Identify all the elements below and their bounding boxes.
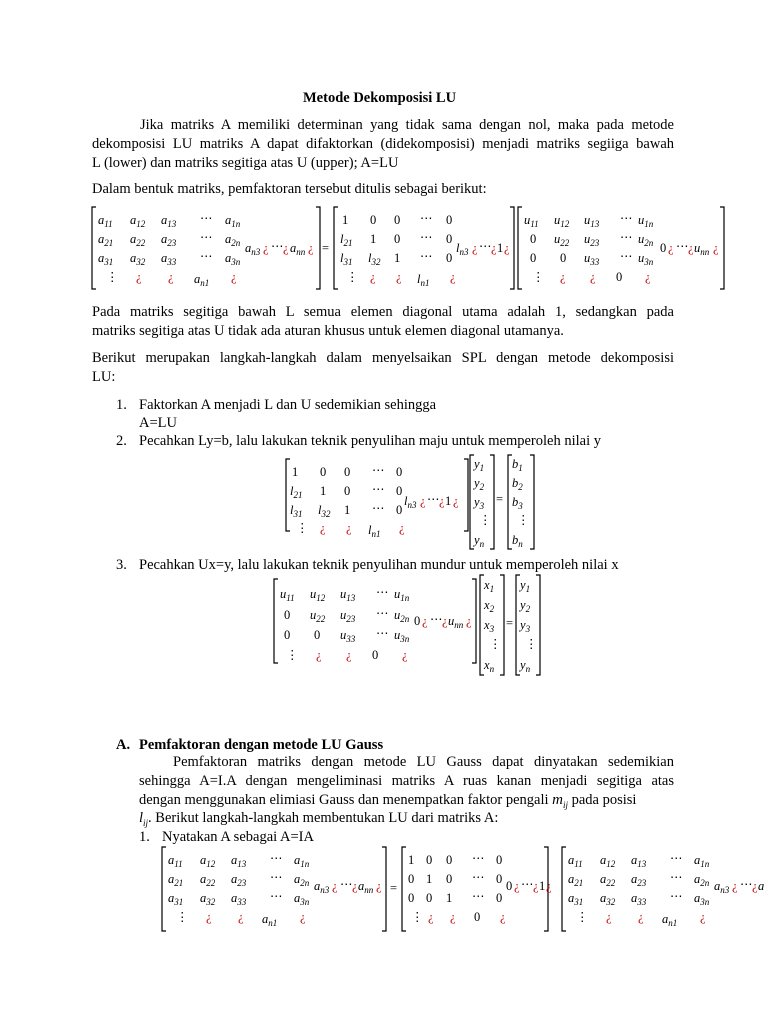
steps-intro-line-1: Berikut merupakan langkah-langkah dalam menyelsaikan SPL dengan metode dekomposisi: [92, 350, 674, 366]
svg-text:⋯: ⋯: [620, 211, 633, 225]
svg-text:unn: $u_{nn}$: [448, 614, 464, 630]
svg-text:⋯: ⋯: [427, 492, 440, 506]
svg-text:0: 0: [370, 213, 377, 227]
svg-text:0: 0: [446, 232, 453, 246]
svg-text:⋮: ⋮: [479, 513, 492, 527]
svg-text:⋯: ⋯: [670, 889, 683, 903]
lower-note-line-2: matriks segitiga atas U tidak ada aturan khusus untuk elemen diagonal utamanya.: [92, 323, 564, 339]
equation-a-lu: [90, 205, 730, 291]
svg-text:¿: ¿: [320, 521, 326, 535]
svg-text:0: 0: [446, 213, 453, 227]
svg-text:¿: ¿: [606, 910, 612, 924]
svg-text:u2n: $u_{2n}$: [638, 232, 654, 248]
svg-text:=: =: [496, 492, 504, 506]
svg-text:⋮: ⋮: [411, 910, 424, 924]
svg-text:u33: $u_{33}$: [340, 628, 356, 644]
svg-text:a12: $a_{12}$: [200, 853, 216, 869]
equation-ly-b: [284, 453, 544, 551]
svg-text:⋯: ⋯: [472, 870, 485, 884]
svg-text:¿: ¿: [422, 614, 428, 628]
svg-text:x3: $x_3$: [484, 618, 495, 634]
svg-text:an1: $a_{n1}$: [262, 912, 278, 928]
svg-text:¿: ¿: [514, 879, 520, 893]
svg-text:¿: ¿: [668, 241, 674, 255]
svg-text:a2n: $a_{2n}$: [294, 872, 310, 888]
svg-text:a21: $a_{21}$: [98, 232, 114, 248]
svg-text:⋯: ⋯: [376, 606, 389, 620]
svg-text:ln1: $l_{n1}$: [417, 272, 430, 288]
step-3-number: 3.: [116, 557, 127, 573]
svg-text:y2: $y_2$: [474, 476, 485, 492]
svg-text:⋮: ⋮: [286, 648, 299, 662]
svg-text:a32: $a_{32}$: [600, 891, 616, 907]
svg-text:a3n: $a_{3n}$: [294, 891, 310, 907]
svg-text:¿: ¿: [533, 879, 539, 893]
svg-text:¿: ¿: [346, 648, 352, 662]
svg-text:a22: $a_{22}$: [200, 872, 216, 888]
svg-text:l31: $l_{31}$: [340, 251, 353, 267]
svg-text:a32: $a_{32}$: [200, 891, 216, 907]
l-ij-symbol: $l_{ij}$: [139, 810, 149, 828]
svg-text:¿: ¿: [442, 614, 448, 628]
svg-text:¿: ¿: [546, 879, 552, 893]
svg-text:0: 0: [320, 465, 327, 479]
svg-text:⋮: ⋮: [517, 513, 530, 527]
svg-text:¿: ¿: [136, 270, 142, 284]
svg-text:a1n: $a_{1n}$: [294, 853, 310, 869]
svg-text:y2: $y_2$: [520, 598, 531, 614]
svg-text:an1: $a_{n1}$: [662, 912, 678, 928]
equation-ux-y: [272, 573, 552, 677]
svg-text:l21: $l_{21}$: [290, 484, 303, 500]
svg-text:0: 0: [496, 891, 503, 905]
section-a-line-4: [139, 809, 498, 829]
svg-text:1: 1: [426, 872, 433, 886]
svg-text:y3: $y_3$: [474, 495, 485, 511]
svg-text:¿: ¿: [491, 241, 497, 255]
svg-text:⋯: ⋯: [521, 877, 534, 891]
cdots: ⋯: [200, 211, 213, 225]
svg-text:a2n: $a_{2n}$: [225, 232, 241, 248]
svg-text:u13: $u_{13}$: [584, 213, 600, 229]
svg-text:y1: $y_1$: [474, 457, 485, 473]
svg-text:bn: $b_n$: [512, 533, 523, 549]
svg-text:¿: ¿: [466, 614, 472, 628]
svg-text:1: 1: [344, 503, 351, 517]
svg-text:⋮: ⋮: [106, 270, 119, 284]
svg-text:a21: $a_{21}$: [168, 872, 184, 888]
svg-text:u22: $u_{22}$: [554, 232, 570, 248]
svg-text:0: 0: [396, 465, 403, 479]
svg-text:a31: $a_{31}$: [568, 891, 584, 907]
svg-text:¿: ¿: [332, 879, 338, 893]
section-a-line-1: Pemfaktoran matriks dengan metode LU Gauss dapat dinyatakan sedemikian: [173, 754, 674, 770]
svg-text:⋮: ⋮: [489, 637, 502, 651]
svg-text:¿: ¿: [439, 494, 445, 508]
svg-text:⋯: ⋯: [420, 249, 433, 263]
svg-text:¿: ¿: [352, 879, 358, 893]
svg-text:0: 0: [560, 251, 567, 265]
svg-text:⋯: ⋯: [676, 239, 689, 253]
svg-text:¿: ¿: [346, 521, 352, 535]
svg-text:⋮: ⋮: [346, 270, 359, 284]
svg-text:u1n: $u_{1n}$: [394, 587, 410, 603]
svg-text:u33: $u_{33}$: [584, 251, 600, 267]
svg-text:¿: ¿: [370, 270, 376, 284]
section-a-line-3-text: dengan menggunakan elimiasi Gauss dan menempatkan faktor pengali: [139, 792, 549, 808]
svg-text:u12: $u_{12}$: [310, 587, 326, 603]
svg-text:0: 0: [530, 232, 537, 246]
svg-text:u11: $u_{11}$: [524, 213, 539, 229]
svg-text:a32: $a_{32}$: [130, 251, 146, 267]
svg-text:⋮: ⋮: [576, 910, 589, 924]
svg-text:u23: $u_{23}$: [584, 232, 600, 248]
svg-text:¿: ¿: [308, 241, 314, 255]
svg-text:0: 0: [284, 608, 291, 622]
svg-text:u3n: $u_{3n}$: [394, 628, 410, 644]
svg-text:¿: ¿: [376, 879, 382, 893]
svg-text:¿: ¿: [168, 270, 174, 284]
svg-text:¿: ¿: [453, 494, 459, 508]
svg-text:a1n: $a_{1n}$: [694, 853, 710, 869]
section-a-step-1-number: 1.: [139, 829, 150, 845]
svg-text:0: 0: [314, 628, 321, 642]
svg-text:ann: $a_{nn}$: [358, 879, 374, 895]
svg-text:l31: $l_{31}$: [290, 503, 303, 519]
svg-text:a13: $a_{13}$: [231, 853, 247, 869]
svg-text:⋯: ⋯: [200, 249, 213, 263]
svg-text:0: 0: [496, 872, 503, 886]
svg-text:⋯: ⋯: [270, 870, 283, 884]
svg-text:1: 1: [320, 484, 327, 498]
equation-a-ia: [160, 843, 768, 935]
svg-text:¿: ¿: [283, 241, 289, 255]
svg-text:⋯: ⋯: [420, 230, 433, 244]
svg-text:a33: $a_{33}$: [231, 891, 247, 907]
svg-text:l21: $l_{21}$: [340, 232, 353, 248]
svg-text:a31: $a_{31}$: [98, 251, 114, 267]
section-a-label: A.: [116, 737, 131, 753]
svg-text:0: 0: [616, 270, 623, 284]
svg-text:¿: ¿: [700, 910, 706, 924]
svg-text:yn: $y_n$: [520, 658, 531, 674]
svg-text:⋯: ⋯: [472, 889, 485, 903]
svg-text:0: 0: [394, 232, 401, 246]
svg-text:¿: ¿: [399, 521, 405, 535]
svg-text:a12: $a_{12}$: [130, 213, 146, 229]
svg-text:¿: ¿: [752, 879, 758, 893]
svg-text:0: 0: [530, 251, 537, 265]
svg-text:⋯: ⋯: [270, 851, 283, 865]
svg-text:1: 1: [497, 241, 504, 255]
step-2-text: Pecahkan Ly=b, lalu lakukan teknik penyulihan maju untuk memperoleh nilai y: [139, 433, 601, 449]
svg-text:y3: $y_3$: [520, 618, 531, 634]
svg-text:1: 1: [446, 891, 453, 905]
svg-text:a23: $a_{23}$: [231, 872, 247, 888]
svg-text:an3: $a_{n3}$: [714, 879, 730, 895]
svg-text:¿: ¿: [238, 910, 244, 924]
svg-text:yn: $y_n$: [474, 533, 485, 549]
svg-text:¿: ¿: [645, 270, 651, 284]
svg-text:¿: ¿: [504, 241, 510, 255]
svg-text:an3: $a_{n3}$: [245, 241, 261, 257]
svg-text:⋮: ⋮: [532, 270, 545, 284]
svg-text:¿: ¿: [420, 494, 426, 508]
svg-text:a23: $a_{23}$: [631, 872, 647, 888]
svg-text:¿: ¿: [402, 648, 408, 662]
svg-text:⋯: ⋯: [372, 501, 385, 515]
svg-text:x1: $x_1$: [484, 578, 495, 594]
svg-text:u23: $u_{23}$: [340, 608, 356, 624]
svg-text:u13: $u_{13}$: [340, 587, 356, 603]
svg-text:an1: $a_{n1}$: [194, 272, 210, 288]
svg-text:ann: $a_{nn}$: [290, 241, 306, 257]
svg-text:⋯: ⋯: [372, 482, 385, 496]
svg-text:⋯: ⋯: [620, 249, 633, 263]
svg-text:a22: $a_{22}$: [600, 872, 616, 888]
svg-text:an3: $a_{n3}$: [314, 879, 330, 895]
svg-text:a: a: [758, 879, 765, 893]
svg-text:¿: ¿: [688, 241, 694, 255]
step-1-number: 1.: [116, 397, 127, 413]
section-a-line-3-tail: pada posisi: [571, 792, 637, 808]
lower-note-line-1: Pada matriks segitiga bawah L semua elemen diagonal utama adalah 1, sedangkan pada: [92, 304, 674, 320]
svg-text:a13: $a_{13}$: [161, 213, 177, 229]
svg-text:⋯: ⋯: [372, 463, 385, 477]
svg-text:0: 0: [474, 910, 481, 924]
svg-text:u3n: $u_{3n}$: [638, 251, 654, 267]
svg-text:¿: ¿: [450, 910, 456, 924]
svg-text:0: 0: [284, 628, 291, 642]
svg-text:0: 0: [396, 503, 403, 517]
svg-text:⋯: ⋯: [479, 239, 492, 253]
svg-text:a21: $a_{21}$: [568, 872, 584, 888]
svg-text:u2n: $u_{2n}$: [394, 608, 410, 624]
section-a-line-2: sehingga A=I.A dengan mengeliminasi matriks A ruas kanan menjadi segitiga atas: [139, 773, 674, 789]
svg-text:0: 0: [496, 853, 503, 867]
svg-text:=: =: [506, 616, 514, 630]
svg-text:¿: ¿: [590, 270, 596, 284]
svg-text:¿: ¿: [206, 910, 212, 924]
svg-text:=: =: [322, 241, 330, 255]
svg-text:0: 0: [446, 251, 453, 265]
svg-text:u1n: $u_{1n}$: [638, 213, 654, 229]
svg-text:1: 1: [292, 465, 299, 479]
steps-intro-line-2: LU:: [92, 369, 116, 385]
svg-text:a12: $a_{12}$: [600, 853, 616, 869]
svg-text:¿: ¿: [713, 241, 719, 255]
intro-line-2: dekomposisi LU matriks A dapat difaktorkan (didekomposisi) menjadi matriks segiiga bawah: [92, 136, 674, 152]
svg-text:0: 0: [660, 241, 667, 255]
svg-text:0: 0: [344, 465, 351, 479]
svg-text:0: 0: [446, 853, 453, 867]
svg-text:a3n: $a_{3n}$: [694, 891, 710, 907]
svg-text:⋯: ⋯: [376, 626, 389, 640]
svg-text:0: 0: [506, 879, 513, 893]
svg-text:1: 1: [539, 879, 546, 893]
step-1-text-2: A=LU: [139, 415, 177, 431]
svg-text:¿: ¿: [500, 910, 506, 924]
svg-text:a22: $a_{22}$: [130, 232, 146, 248]
svg-text:b3: $b_3$: [512, 495, 523, 511]
svg-text:¿: ¿: [638, 910, 644, 924]
svg-text:=: =: [390, 881, 398, 895]
svg-text:1: 1: [342, 213, 349, 227]
svg-text:1: 1: [408, 853, 415, 867]
svg-text:⋯: ⋯: [620, 230, 633, 244]
svg-text:¿: ¿: [231, 270, 237, 284]
svg-text:0: 0: [344, 484, 351, 498]
svg-text:a1n: $a_{1n}$: [225, 213, 241, 229]
svg-text:l32: $l_{32}$: [368, 251, 381, 267]
svg-text:a33: $a_{33}$: [161, 251, 177, 267]
svg-text:⋮: ⋮: [296, 521, 309, 535]
svg-text:¿: ¿: [428, 910, 434, 924]
svg-text:unn: $u_{nn}$: [694, 241, 710, 257]
svg-text:¿: ¿: [732, 879, 738, 893]
svg-text:⋯: ⋯: [670, 870, 683, 884]
svg-text:a23: $a_{23}$: [161, 232, 177, 248]
svg-text:⋮: ⋮: [525, 637, 538, 651]
svg-text:y1: $y_1$: [520, 578, 531, 594]
svg-text:ln3: $l_{n3}$: [456, 241, 469, 257]
svg-text:b2: $b_2$: [512, 476, 523, 492]
svg-text:⋯: ⋯: [430, 612, 443, 626]
svg-text:¿: ¿: [472, 241, 478, 255]
page-title: Metode Dekomposisi LU: [303, 90, 457, 106]
svg-text:0: 0: [396, 484, 403, 498]
svg-text:u12: $u_{12}$: [554, 213, 570, 229]
svg-text:⋯: ⋯: [472, 851, 485, 865]
svg-text:xn: $x_n$: [484, 658, 495, 674]
svg-text:0: 0: [426, 853, 433, 867]
svg-text:0: 0: [426, 891, 433, 905]
svg-text:¿: ¿: [396, 270, 402, 284]
intro-line-1: Jika matriks A memiliki determinan yang tidak sama dengan nol, maka pada metode: [140, 117, 674, 133]
svg-text:ln3: $l_{n3}$: [404, 494, 417, 510]
svg-text:¿: ¿: [560, 270, 566, 284]
svg-text:u22: $u_{22}$: [310, 608, 326, 624]
svg-text:¿: ¿: [450, 270, 456, 284]
svg-text:0: 0: [414, 614, 421, 628]
svg-text:l32: $l_{32}$: [318, 503, 331, 519]
svg-text:a13: $a_{13}$: [631, 853, 647, 869]
svg-text:a11: $a_{11}$: [98, 213, 113, 229]
svg-text:1: 1: [370, 232, 377, 246]
svg-text:⋯: ⋯: [420, 211, 433, 225]
svg-text:¿: ¿: [316, 648, 322, 662]
svg-text:x2: $x_2$: [484, 598, 495, 614]
step-2-number: 2.: [116, 433, 127, 449]
svg-text:a31: $a_{31}$: [168, 891, 184, 907]
svg-text:0: 0: [408, 891, 415, 905]
section-a-title: Pemfaktoran dengan metode LU Gauss: [139, 737, 384, 753]
svg-text:⋯: ⋯: [271, 239, 284, 253]
step-1-text: Faktorkan A menjadi L dan U sedemikian sehingga: [139, 397, 437, 413]
svg-text:¿: ¿: [263, 241, 269, 255]
svg-text:1: 1: [445, 494, 452, 508]
svg-text:ln1: $l_{n1}$: [368, 523, 381, 539]
svg-text:⋯: ⋯: [376, 585, 389, 599]
svg-text:0: 0: [408, 872, 415, 886]
svg-text:⋯: ⋯: [340, 877, 353, 891]
svg-text:⋯: ⋯: [270, 889, 283, 903]
matrix-intro: Dalam bentuk matriks, pemfaktoran tersebut ditulis sebagai berikut:: [92, 181, 487, 197]
section-a-step-1-text: Nyatakan A sebagai A=IA: [162, 829, 314, 845]
svg-text:a33: $a_{33}$: [631, 891, 647, 907]
step-3-text: Pecahkan Ux=y, lalu lakukan teknik penyulihan mundur untuk memperoleh nilai x: [139, 557, 619, 573]
svg-text:⋯: ⋯: [740, 877, 753, 891]
svg-text:⋯: ⋯: [670, 851, 683, 865]
svg-text:¿: ¿: [300, 910, 306, 924]
svg-text:a2n: $a_{2n}$: [694, 872, 710, 888]
svg-text:0: 0: [394, 213, 401, 227]
svg-text:a11: $a_{11}$: [168, 853, 183, 869]
svg-text:0: 0: [446, 872, 453, 886]
svg-text:b1: $b_1$: [512, 457, 523, 473]
svg-text:a3n: $a_{3n}$: [225, 251, 241, 267]
svg-text:⋯: ⋯: [200, 230, 213, 244]
section-a-line-4-text: . Berikut langkah-langkah membentukan LU dari matriks A:: [148, 810, 499, 826]
svg-text:a11: $a_{11}$: [568, 853, 583, 869]
svg-text:u11: $u_{11}$: [280, 587, 295, 603]
svg-text:⋮: ⋮: [176, 910, 189, 924]
intro-line-3: L (lower) dan matriks segitiga atas U (upper); A=LU: [92, 155, 399, 171]
svg-text:1: 1: [394, 251, 401, 265]
m-ij-symbol: $m_{ij}$: [552, 792, 568, 810]
svg-text:0: 0: [372, 648, 379, 662]
